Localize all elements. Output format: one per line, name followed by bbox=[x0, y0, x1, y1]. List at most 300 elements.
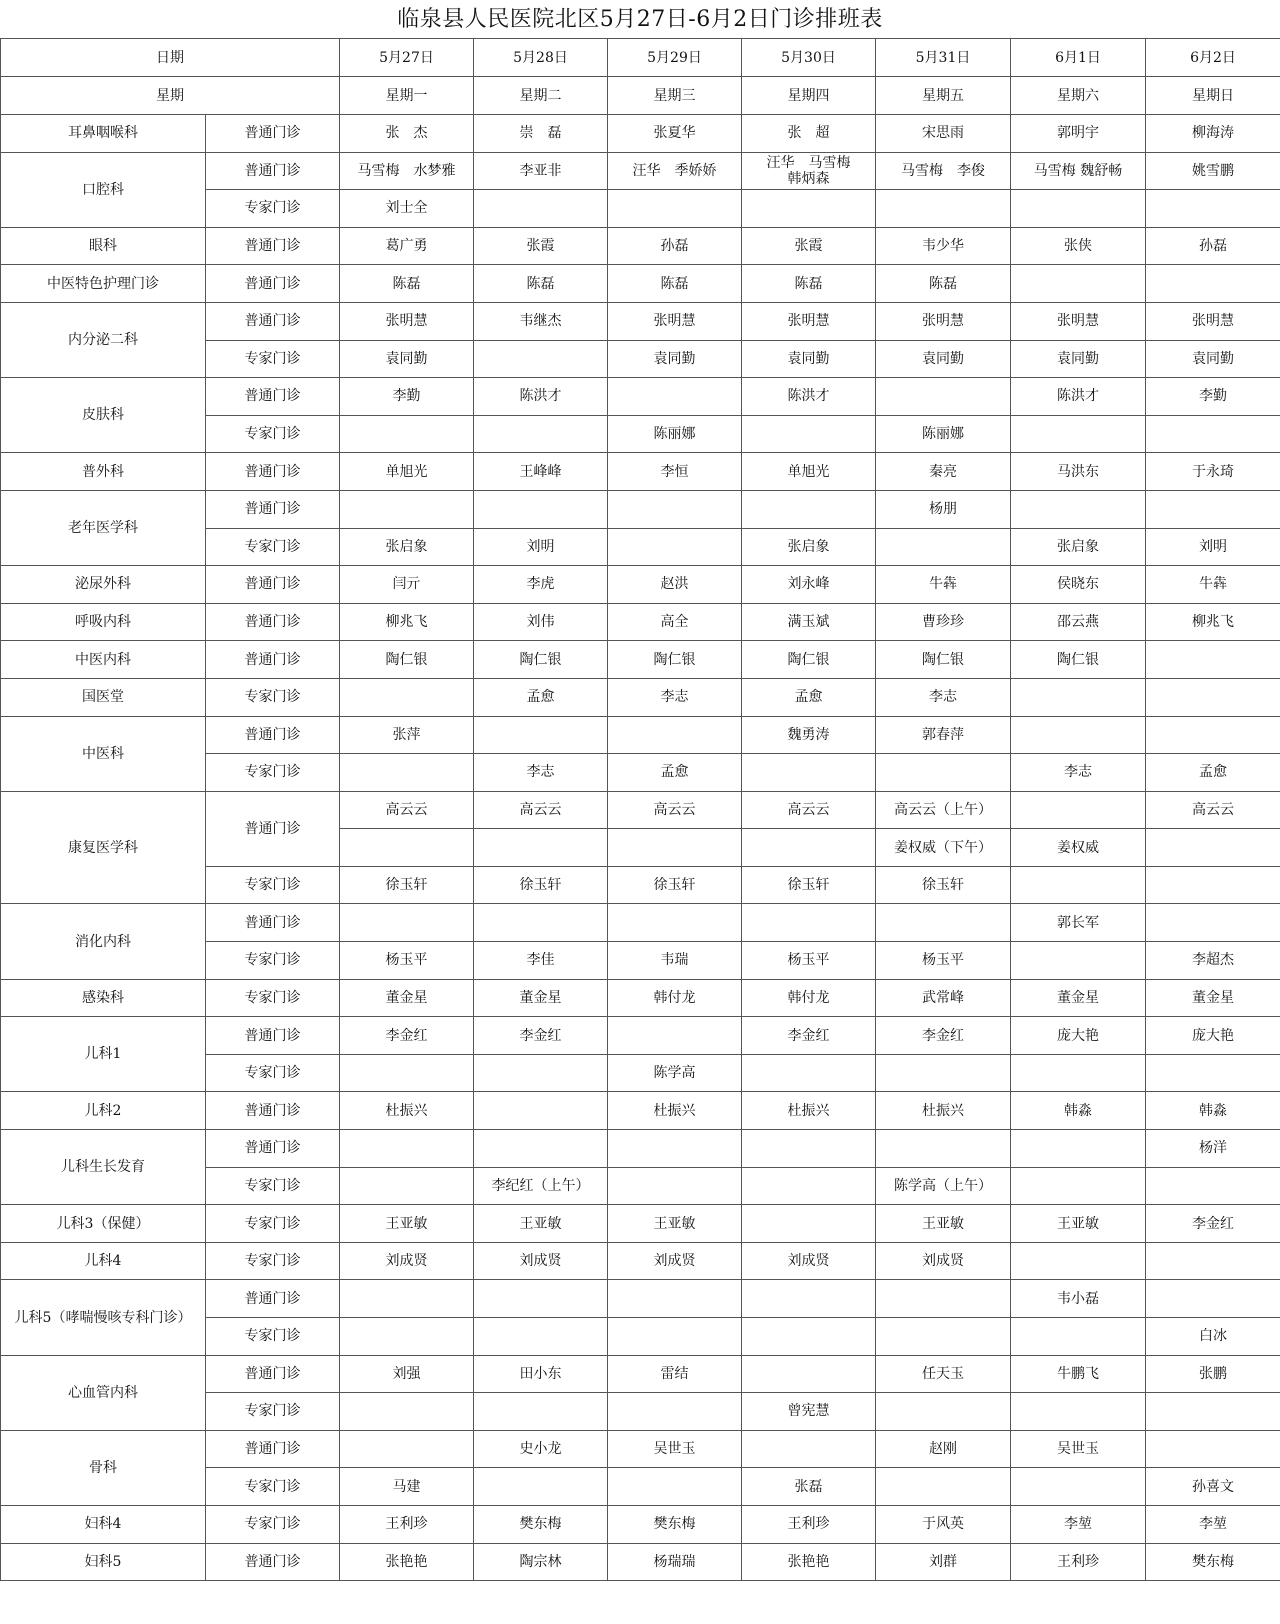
clinic-type: 普通门诊 bbox=[206, 1280, 340, 1318]
doctor-cell: 陈洪才 bbox=[474, 378, 608, 416]
schedule-row bbox=[1, 302, 1280, 340]
doctor-cell: 徐玉轩 bbox=[474, 866, 608, 904]
doctor-cell: 刘永峰 bbox=[742, 566, 876, 604]
clinic-type: 专家门诊 bbox=[206, 979, 340, 1017]
doctor-cell: 李超杰 bbox=[1146, 942, 1280, 980]
weekday-cell: 星期日 bbox=[1146, 77, 1280, 115]
clinic-type: 专家门诊 bbox=[206, 942, 340, 980]
doctor-cell: 马雪梅 李俊 bbox=[876, 152, 1011, 190]
doctor-cell bbox=[742, 904, 876, 942]
doctor-cell bbox=[876, 528, 1011, 566]
doctor-cell bbox=[340, 1318, 474, 1356]
doctor-cell: 王利珍 bbox=[1011, 1543, 1146, 1581]
doctor-cell bbox=[1146, 904, 1280, 942]
doctor-cell: 杨洋 bbox=[1146, 1130, 1280, 1168]
doctor-cell: 韩付龙 bbox=[742, 979, 876, 1017]
doctor-cell: 张艳艳 bbox=[742, 1543, 876, 1581]
weekday-cell: 星期五 bbox=[876, 77, 1011, 115]
doctor-cell bbox=[1011, 1054, 1146, 1092]
doctor-cell: 徐玉轩 bbox=[876, 866, 1011, 904]
doctor-cell bbox=[1146, 415, 1280, 453]
doctor-cell bbox=[340, 678, 474, 716]
doctor-cell: 张明慧 bbox=[742, 302, 876, 340]
doctor-cell: 董金星 bbox=[1011, 979, 1146, 1017]
schedule-row bbox=[1, 1017, 1280, 1055]
clinic-type: 普通门诊 bbox=[206, 1130, 340, 1168]
doctor-cell: 李堃 bbox=[1011, 1505, 1146, 1543]
weekday-label: 星期 bbox=[1, 77, 340, 115]
doctor-cell: 陈磊 bbox=[340, 265, 474, 303]
doctor-cell bbox=[608, 829, 742, 867]
doctor-cell bbox=[742, 1430, 876, 1468]
doctor-cell bbox=[474, 190, 608, 228]
doctor-cell: 郭长军 bbox=[1011, 904, 1146, 942]
doctor-cell: 曹珍珍 bbox=[876, 603, 1011, 641]
doctor-cell bbox=[1011, 1468, 1146, 1506]
schedule-row bbox=[1, 1130, 1280, 1168]
doctor-cell: 刘成贤 bbox=[608, 1242, 742, 1280]
doctor-cell: 王亚敏 bbox=[474, 1205, 608, 1243]
doctor-cell: 魏勇涛 bbox=[742, 716, 876, 754]
doctor-cell: 樊东梅 bbox=[474, 1505, 608, 1543]
doctor-cell bbox=[742, 1054, 876, 1092]
doctor-cell: 王利珍 bbox=[742, 1505, 876, 1543]
doctor-cell: 陈学高（上午） bbox=[876, 1167, 1011, 1205]
doctor-cell bbox=[474, 1318, 608, 1356]
clinic-type: 普通门诊 bbox=[206, 227, 340, 265]
clinic-type: 专家门诊 bbox=[206, 340, 340, 378]
doctor-cell bbox=[1146, 1054, 1280, 1092]
doctor-cell: 史小龙 bbox=[474, 1430, 608, 1468]
doctor-cell bbox=[876, 378, 1011, 416]
doctor-cell: 韩淼 bbox=[1146, 1092, 1280, 1130]
doctor-cell: 白冰 bbox=[1146, 1318, 1280, 1356]
doctor-cell: 陈磊 bbox=[608, 265, 742, 303]
doctor-cell: 单旭光 bbox=[742, 453, 876, 491]
doctor-cell: 韩淼 bbox=[1011, 1092, 1146, 1130]
doctor-cell bbox=[474, 1280, 608, 1318]
doctor-cell: 刘伟 bbox=[474, 603, 608, 641]
department-name: 中医科 bbox=[1, 716, 206, 791]
doctor-cell: 韦小磊 bbox=[1011, 1280, 1146, 1318]
doctor-cell bbox=[1146, 1393, 1280, 1431]
schedule-row bbox=[1, 453, 1280, 491]
clinic-type: 普通门诊 bbox=[206, 1355, 340, 1393]
clinic-type: 专家门诊 bbox=[206, 1242, 340, 1280]
doctor-cell bbox=[1011, 866, 1146, 904]
doctor-cell bbox=[876, 1280, 1011, 1318]
department-name: 呼吸内科 bbox=[1, 603, 206, 641]
doctor-cell bbox=[340, 829, 474, 867]
doctor-cell: 庞大艳 bbox=[1146, 1017, 1280, 1055]
doctor-cell bbox=[340, 1430, 474, 1468]
doctor-cell: 袁同勤 bbox=[608, 340, 742, 378]
doctor-cell bbox=[340, 490, 474, 528]
doctor-cell: 刘士全 bbox=[340, 190, 474, 228]
doctor-cell: 马雪梅 水梦雅 bbox=[340, 152, 474, 190]
doctor-cell: 庞大艳 bbox=[1011, 1017, 1146, 1055]
doctor-cell bbox=[1011, 716, 1146, 754]
doctor-cell bbox=[340, 1167, 474, 1205]
schedule-row bbox=[1, 1280, 1280, 1318]
department-name: 国医堂 bbox=[1, 678, 206, 716]
doctor-cell: 董金星 bbox=[340, 979, 474, 1017]
schedule-row bbox=[1, 1430, 1280, 1468]
doctor-cell: 李志 bbox=[474, 754, 608, 792]
doctor-cell bbox=[608, 1130, 742, 1168]
department-name: 眼科 bbox=[1, 227, 206, 265]
doctor-cell bbox=[876, 1468, 1011, 1506]
doctor-cell: 刘成贤 bbox=[340, 1242, 474, 1280]
schedule-row bbox=[1, 1205, 1280, 1243]
doctor-cell: 陈洪才 bbox=[742, 378, 876, 416]
doctor-cell: 牛犇 bbox=[1146, 566, 1280, 604]
doctor-cell: 杨玉平 bbox=[340, 942, 474, 980]
doctor-cell: 杜振兴 bbox=[340, 1092, 474, 1130]
doctor-cell: 杨玉平 bbox=[742, 942, 876, 980]
doctor-cell: 李金红 bbox=[876, 1017, 1011, 1055]
department-name: 皮肤科 bbox=[1, 378, 206, 453]
clinic-type: 普通门诊 bbox=[206, 716, 340, 754]
schedule-row bbox=[1, 115, 1280, 153]
clinic-type: 普通门诊 bbox=[206, 378, 340, 416]
doctor-cell: 孙喜文 bbox=[1146, 1468, 1280, 1506]
clinic-type: 专家门诊 bbox=[206, 1054, 340, 1092]
doctor-cell: 田小东 bbox=[474, 1355, 608, 1393]
doctor-cell: 李亚非 bbox=[474, 152, 608, 190]
doctor-cell: 赵刚 bbox=[876, 1430, 1011, 1468]
department-name: 耳鼻咽喉科 bbox=[1, 115, 206, 153]
doctor-cell: 李金红 bbox=[340, 1017, 474, 1055]
doctor-cell bbox=[474, 490, 608, 528]
doctor-cell: 姜权威（下午） bbox=[876, 829, 1011, 867]
doctor-cell bbox=[608, 1280, 742, 1318]
doctor-cell: 孟愈 bbox=[1146, 754, 1280, 792]
doctor-cell: 汪华 季娇娇 bbox=[608, 152, 742, 190]
clinic-type: 普通门诊 bbox=[206, 302, 340, 340]
doctor-cell: 宋思雨 bbox=[876, 115, 1011, 153]
clinic-type: 普通门诊 bbox=[206, 641, 340, 679]
date-header-row bbox=[1, 39, 1280, 77]
doctor-cell bbox=[1146, 190, 1280, 228]
doctor-cell: 秦亮 bbox=[876, 453, 1011, 491]
doctor-cell: 杨玉平 bbox=[876, 942, 1011, 980]
schedule-row bbox=[1, 1092, 1280, 1130]
doctor-cell: 柳兆飞 bbox=[340, 603, 474, 641]
doctor-cell bbox=[474, 829, 608, 867]
doctor-cell: 孟愈 bbox=[474, 678, 608, 716]
doctor-cell: 高全 bbox=[608, 603, 742, 641]
doctor-cell bbox=[742, 829, 876, 867]
doctor-cell bbox=[1011, 1130, 1146, 1168]
doctor-cell: 张艳艳 bbox=[340, 1543, 474, 1581]
doctor-cell: 刘强 bbox=[340, 1355, 474, 1393]
clinic-type: 普通门诊 bbox=[206, 1543, 340, 1581]
doctor-cell bbox=[608, 528, 742, 566]
doctor-cell: 孟愈 bbox=[608, 754, 742, 792]
date-cell: 5月31日 bbox=[876, 39, 1011, 77]
weekday-cell: 星期二 bbox=[474, 77, 608, 115]
doctor-cell: 高云云 bbox=[1146, 791, 1280, 829]
department-name: 泌尿外科 bbox=[1, 566, 206, 604]
doctor-cell: 陶仁银 bbox=[876, 641, 1011, 679]
department-name: 口腔科 bbox=[1, 152, 206, 227]
doctor-cell bbox=[608, 1318, 742, 1356]
clinic-type: 普通门诊 bbox=[206, 152, 340, 190]
clinic-type: 专家门诊 bbox=[206, 754, 340, 792]
doctor-cell: 李金红 bbox=[474, 1017, 608, 1055]
doctor-cell: 孙磊 bbox=[608, 227, 742, 265]
doctor-cell: 张磊 bbox=[742, 1468, 876, 1506]
doctor-cell: 李纪红（上午） bbox=[474, 1167, 608, 1205]
doctor-cell: 陈磊 bbox=[742, 265, 876, 303]
doctor-cell: 李虎 bbox=[474, 566, 608, 604]
doctor-cell: 董金星 bbox=[474, 979, 608, 1017]
clinic-type: 普通门诊 bbox=[206, 490, 340, 528]
clinic-type: 专家门诊 bbox=[206, 678, 340, 716]
doctor-cell: 陈磊 bbox=[474, 265, 608, 303]
clinic-type: 专家门诊 bbox=[206, 866, 340, 904]
schedule-body bbox=[1, 39, 1280, 1581]
department-name: 儿科3（保健） bbox=[1, 1205, 206, 1243]
doctor-cell: 刘明 bbox=[474, 528, 608, 566]
schedule-row bbox=[1, 566, 1280, 604]
schedule-row bbox=[1, 490, 1280, 528]
doctor-cell: 张启象 bbox=[1011, 528, 1146, 566]
doctor-cell: 张霞 bbox=[742, 227, 876, 265]
doctor-cell bbox=[474, 1468, 608, 1506]
doctor-cell bbox=[1011, 265, 1146, 303]
doctor-cell bbox=[608, 1167, 742, 1205]
clinic-type: 普通门诊 bbox=[206, 904, 340, 942]
doctor-cell: 姚雪鹏 bbox=[1146, 152, 1280, 190]
doctor-cell bbox=[474, 340, 608, 378]
doctor-cell bbox=[876, 190, 1011, 228]
doctor-cell bbox=[1146, 1242, 1280, 1280]
department-name: 儿科1 bbox=[1, 1017, 206, 1092]
doctor-cell bbox=[1146, 1167, 1280, 1205]
doctor-cell bbox=[742, 1167, 876, 1205]
doctor-cell: 刘成贤 bbox=[474, 1242, 608, 1280]
doctor-cell: 王亚敏 bbox=[608, 1205, 742, 1243]
clinic-type: 专家门诊 bbox=[206, 1318, 340, 1356]
doctor-cell bbox=[1146, 490, 1280, 528]
department-name: 老年医学科 bbox=[1, 490, 206, 565]
doctor-cell bbox=[742, 490, 876, 528]
doctor-cell: 韦瑞 bbox=[608, 942, 742, 980]
doctor-cell: 侯晓东 bbox=[1011, 566, 1146, 604]
doctor-cell bbox=[474, 1054, 608, 1092]
doctor-cell: 杨瑞瑞 bbox=[608, 1543, 742, 1581]
doctor-cell bbox=[1146, 866, 1280, 904]
schedule-row bbox=[1, 791, 1280, 829]
doctor-cell: 董金星 bbox=[1146, 979, 1280, 1017]
doctor-cell bbox=[340, 904, 474, 942]
doctor-cell: 徐玉轩 bbox=[608, 866, 742, 904]
doctor-cell: 王亚敏 bbox=[876, 1205, 1011, 1243]
doctor-cell: 柳兆飞 bbox=[1146, 603, 1280, 641]
clinic-type: 专家门诊 bbox=[206, 1505, 340, 1543]
doctor-cell bbox=[1011, 942, 1146, 980]
clinic-type: 普通门诊 bbox=[206, 115, 340, 153]
schedule-row bbox=[1, 1355, 1280, 1393]
schedule-row bbox=[1, 641, 1280, 679]
doctor-cell: 牛鹏飞 bbox=[1011, 1355, 1146, 1393]
doctor-cell bbox=[742, 1130, 876, 1168]
doctor-cell: 柳海涛 bbox=[1146, 115, 1280, 153]
doctor-cell: 曾宪慧 bbox=[742, 1393, 876, 1431]
doctor-cell: 李佳 bbox=[474, 942, 608, 980]
doctor-cell bbox=[608, 378, 742, 416]
clinic-type: 专家门诊 bbox=[206, 528, 340, 566]
doctor-cell bbox=[876, 904, 1011, 942]
doctor-cell: 陶宗林 bbox=[474, 1543, 608, 1581]
date-label: 日期 bbox=[1, 39, 340, 77]
doctor-cell: 吴世玉 bbox=[608, 1430, 742, 1468]
doctor-cell bbox=[1146, 678, 1280, 716]
date-cell: 6月1日 bbox=[1011, 39, 1146, 77]
schedule-row bbox=[1, 1505, 1280, 1543]
doctor-cell: 张明慧 bbox=[1146, 302, 1280, 340]
doctor-cell bbox=[742, 754, 876, 792]
doctor-cell bbox=[474, 415, 608, 453]
doctor-cell: 李金红 bbox=[1146, 1205, 1280, 1243]
doctor-cell bbox=[742, 1205, 876, 1243]
weekday-cell: 星期六 bbox=[1011, 77, 1146, 115]
doctor-cell bbox=[742, 1280, 876, 1318]
doctor-cell: 樊东梅 bbox=[608, 1505, 742, 1543]
doctor-cell bbox=[1011, 1167, 1146, 1205]
clinic-type: 普通门诊 bbox=[206, 1017, 340, 1055]
doctor-cell: 杜振兴 bbox=[876, 1092, 1011, 1130]
department-name: 康复医学科 bbox=[1, 791, 206, 904]
date-cell: 5月29日 bbox=[608, 39, 742, 77]
clinic-type: 普通门诊 bbox=[206, 265, 340, 303]
doctor-cell: 孙磊 bbox=[1146, 227, 1280, 265]
doctor-cell: 陈丽娜 bbox=[608, 415, 742, 453]
doctor-cell: 闫亓 bbox=[340, 566, 474, 604]
doctor-cell: 陶仁银 bbox=[474, 641, 608, 679]
doctor-cell bbox=[742, 1318, 876, 1356]
doctor-cell: 陈磊 bbox=[876, 265, 1011, 303]
doctor-cell: 李志 bbox=[608, 678, 742, 716]
doctor-cell: 牛犇 bbox=[876, 566, 1011, 604]
doctor-cell: 徐玉轩 bbox=[340, 866, 474, 904]
clinic-type: 普通门诊 bbox=[206, 1430, 340, 1468]
doctor-cell bbox=[1011, 791, 1146, 829]
doctor-cell: 刘群 bbox=[876, 1543, 1011, 1581]
doctor-cell: 姜权威 bbox=[1011, 829, 1146, 867]
doctor-cell bbox=[1146, 265, 1280, 303]
doctor-cell: 陈学高 bbox=[608, 1054, 742, 1092]
schedule-row bbox=[1, 1543, 1280, 1581]
doctor-cell: 袁同勤 bbox=[742, 340, 876, 378]
doctor-cell: 韦继杰 bbox=[474, 302, 608, 340]
doctor-cell: 葛广勇 bbox=[340, 227, 474, 265]
doctor-cell bbox=[608, 190, 742, 228]
department-name: 普外科 bbox=[1, 453, 206, 491]
doctor-cell bbox=[742, 190, 876, 228]
weekday-cell: 星期四 bbox=[742, 77, 876, 115]
doctor-cell: 韦少华 bbox=[876, 227, 1011, 265]
weekday-header-row bbox=[1, 77, 1280, 115]
date-cell: 6月2日 bbox=[1146, 39, 1280, 77]
doctor-cell: 杨朋 bbox=[876, 490, 1011, 528]
doctor-cell: 李勤 bbox=[1146, 378, 1280, 416]
clinic-type: 普通门诊 bbox=[206, 566, 340, 604]
doctor-cell bbox=[1146, 829, 1280, 867]
date-cell: 5月28日 bbox=[474, 39, 608, 77]
department-name: 中医内科 bbox=[1, 641, 206, 679]
doctor-cell bbox=[474, 904, 608, 942]
doctor-cell bbox=[876, 754, 1011, 792]
doctor-cell bbox=[474, 1130, 608, 1168]
doctor-cell: 袁同勤 bbox=[1011, 340, 1146, 378]
doctor-cell: 武常峰 bbox=[876, 979, 1011, 1017]
doctor-cell: 马雪梅 魏舒畅 bbox=[1011, 152, 1146, 190]
doctor-cell: 单旭光 bbox=[340, 453, 474, 491]
doctor-cell bbox=[1011, 190, 1146, 228]
clinic-type: 普通门诊 bbox=[206, 1092, 340, 1130]
doctor-cell bbox=[340, 1393, 474, 1431]
doctor-cell: 高云云 bbox=[474, 791, 608, 829]
doctor-cell: 任天玉 bbox=[876, 1355, 1011, 1393]
doctor-cell: 袁同勤 bbox=[340, 340, 474, 378]
doctor-cell: 杜振兴 bbox=[742, 1092, 876, 1130]
doctor-cell bbox=[876, 1318, 1011, 1356]
doctor-cell bbox=[340, 754, 474, 792]
doctor-cell bbox=[1011, 678, 1146, 716]
date-cell: 5月30日 bbox=[742, 39, 876, 77]
doctor-cell: 陶仁银 bbox=[742, 641, 876, 679]
date-cell: 5月27日 bbox=[340, 39, 474, 77]
schedule-row bbox=[1, 227, 1280, 265]
doctor-cell: 杜振兴 bbox=[608, 1092, 742, 1130]
doctor-cell: 李恒 bbox=[608, 453, 742, 491]
doctor-cell: 汪华 马雪梅 韩炳森 bbox=[742, 152, 876, 190]
doctor-cell bbox=[1011, 1242, 1146, 1280]
doctor-cell bbox=[608, 1017, 742, 1055]
doctor-cell: 高云云 bbox=[340, 791, 474, 829]
doctor-cell: 李志 bbox=[1011, 754, 1146, 792]
doctor-cell: 高云云 bbox=[608, 791, 742, 829]
doctor-cell: 陶仁银 bbox=[608, 641, 742, 679]
doctor-cell bbox=[608, 1393, 742, 1431]
doctor-cell: 刘成贤 bbox=[742, 1242, 876, 1280]
doctor-cell bbox=[340, 1280, 474, 1318]
schedule-row bbox=[1, 265, 1280, 303]
clinic-type: 专家门诊 bbox=[206, 190, 340, 228]
doctor-cell: 张鹏 bbox=[1146, 1355, 1280, 1393]
doctor-cell: 张侠 bbox=[1011, 227, 1146, 265]
doctor-cell bbox=[340, 415, 474, 453]
schedule-row bbox=[1, 979, 1280, 1017]
doctor-cell bbox=[1146, 1430, 1280, 1468]
doctor-cell bbox=[742, 1355, 876, 1393]
doctor-cell: 张明慧 bbox=[876, 302, 1011, 340]
department-name: 儿科生长发育 bbox=[1, 1130, 206, 1205]
schedule-row bbox=[1, 152, 1280, 190]
page-title: 临泉县人民医院北区5月27日-6月2日门诊排班表 bbox=[397, 7, 883, 32]
doctor-cell bbox=[340, 1130, 474, 1168]
doctor-cell: 崇 磊 bbox=[474, 115, 608, 153]
doctor-cell bbox=[474, 716, 608, 754]
schedule-row bbox=[1, 678, 1280, 716]
department-name: 妇科5 bbox=[1, 1543, 206, 1581]
doctor-cell: 陈洪才 bbox=[1011, 378, 1146, 416]
doctor-cell: 孟愈 bbox=[742, 678, 876, 716]
clinic-type: 普通门诊 bbox=[206, 453, 340, 491]
